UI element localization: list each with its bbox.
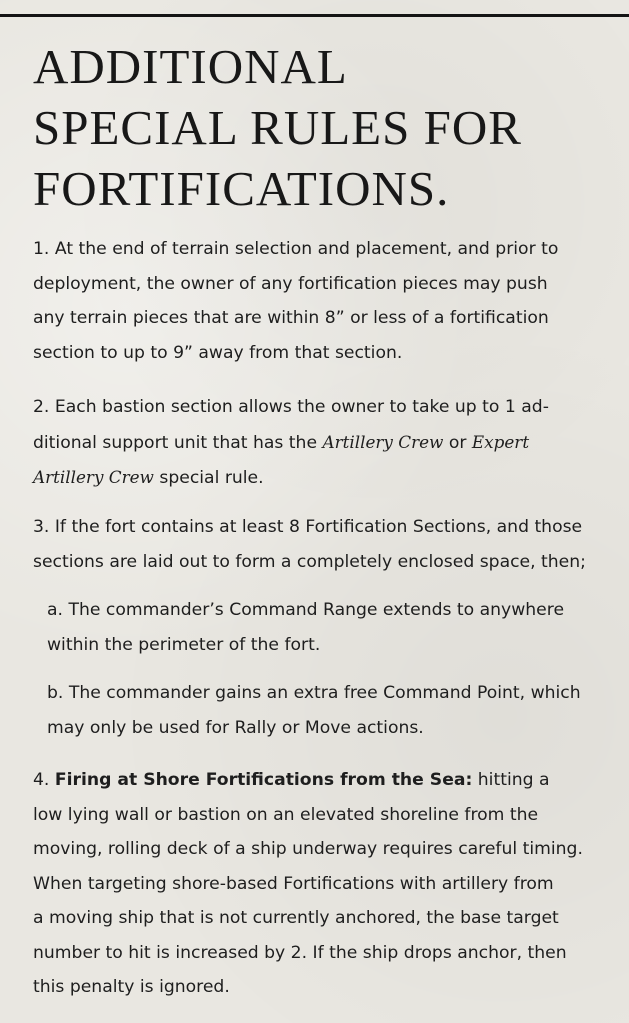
rule-3a (47, 593, 607, 662)
rule-line: section to up to 9” away from that section. (33, 342, 403, 363)
rule-line: 1. At the end of terrain selection and placement, and prior to (33, 239, 559, 259)
rule-line (33, 425, 605, 461)
rule-3 (33, 510, 605, 579)
rule-1 (33, 232, 605, 370)
special-rule-name: Artillery Crew (322, 431, 444, 452)
rule-line: number to hit is increased by 2. If the ship drops anchor, then (33, 942, 567, 963)
rule-line: may only be used for Rally or Move actions. (47, 717, 424, 738)
title-line: SPECIAL RULES FOR (33, 100, 522, 155)
rule-line: deployment, the owner of any fortification pieces may push (33, 273, 548, 294)
title-line: FORTIFICATIONS. (33, 161, 450, 216)
title-line: ADDITIONAL (33, 39, 348, 94)
rule-line: any terrain pieces that are within 8” or less of a fortification (33, 308, 549, 328)
rule-2 (33, 390, 605, 496)
rule-line: 3. If the fort contains at least 8 Fortification Sections, and those (33, 517, 583, 537)
special-rule-name: Artillery Crew (33, 467, 154, 487)
rule-line: low lying wall or bastion on an elevated shoreline from the (33, 804, 539, 825)
rule-text: special rule. (153, 468, 264, 488)
rule-line: When targeting shore-based Fortifications with artillery from (33, 873, 554, 894)
rule-text: or (443, 432, 472, 453)
rule-line: within the perimeter of the fort. (47, 634, 321, 655)
rule-line: sections are laid out to form a completely enclosed space, then; (33, 551, 586, 572)
top-rule (0, 14, 629, 17)
rule-line: b. The commander gains an extra free Command Point, which (47, 683, 581, 703)
rule-line: a moving ship that is not currently anchored, the base target (33, 908, 559, 928)
special-rule-name: Expert (471, 431, 530, 452)
rule-text: hitting a (472, 770, 550, 790)
rule-number: 4. (33, 770, 55, 790)
rule-line: this penalty is ignored. (33, 977, 230, 997)
rule-3b (47, 676, 607, 745)
rule-line: 2. Each bastion section allows the owner to take up to 1 ad- (33, 397, 549, 417)
rule-line (33, 763, 605, 798)
rule-line: moving, rolling deck of a ship underway requires careful timing. (33, 839, 583, 859)
rule-heading: Firing at Shore Fortifications from the Sea: (54, 770, 473, 790)
page-title (33, 36, 613, 219)
rule-line (33, 460, 605, 496)
rule-line: a. The commander’s Command Range extends to anywhere (47, 600, 565, 620)
rule-text: ditional support unit that has the (33, 432, 323, 453)
rule-4 (33, 763, 605, 1005)
